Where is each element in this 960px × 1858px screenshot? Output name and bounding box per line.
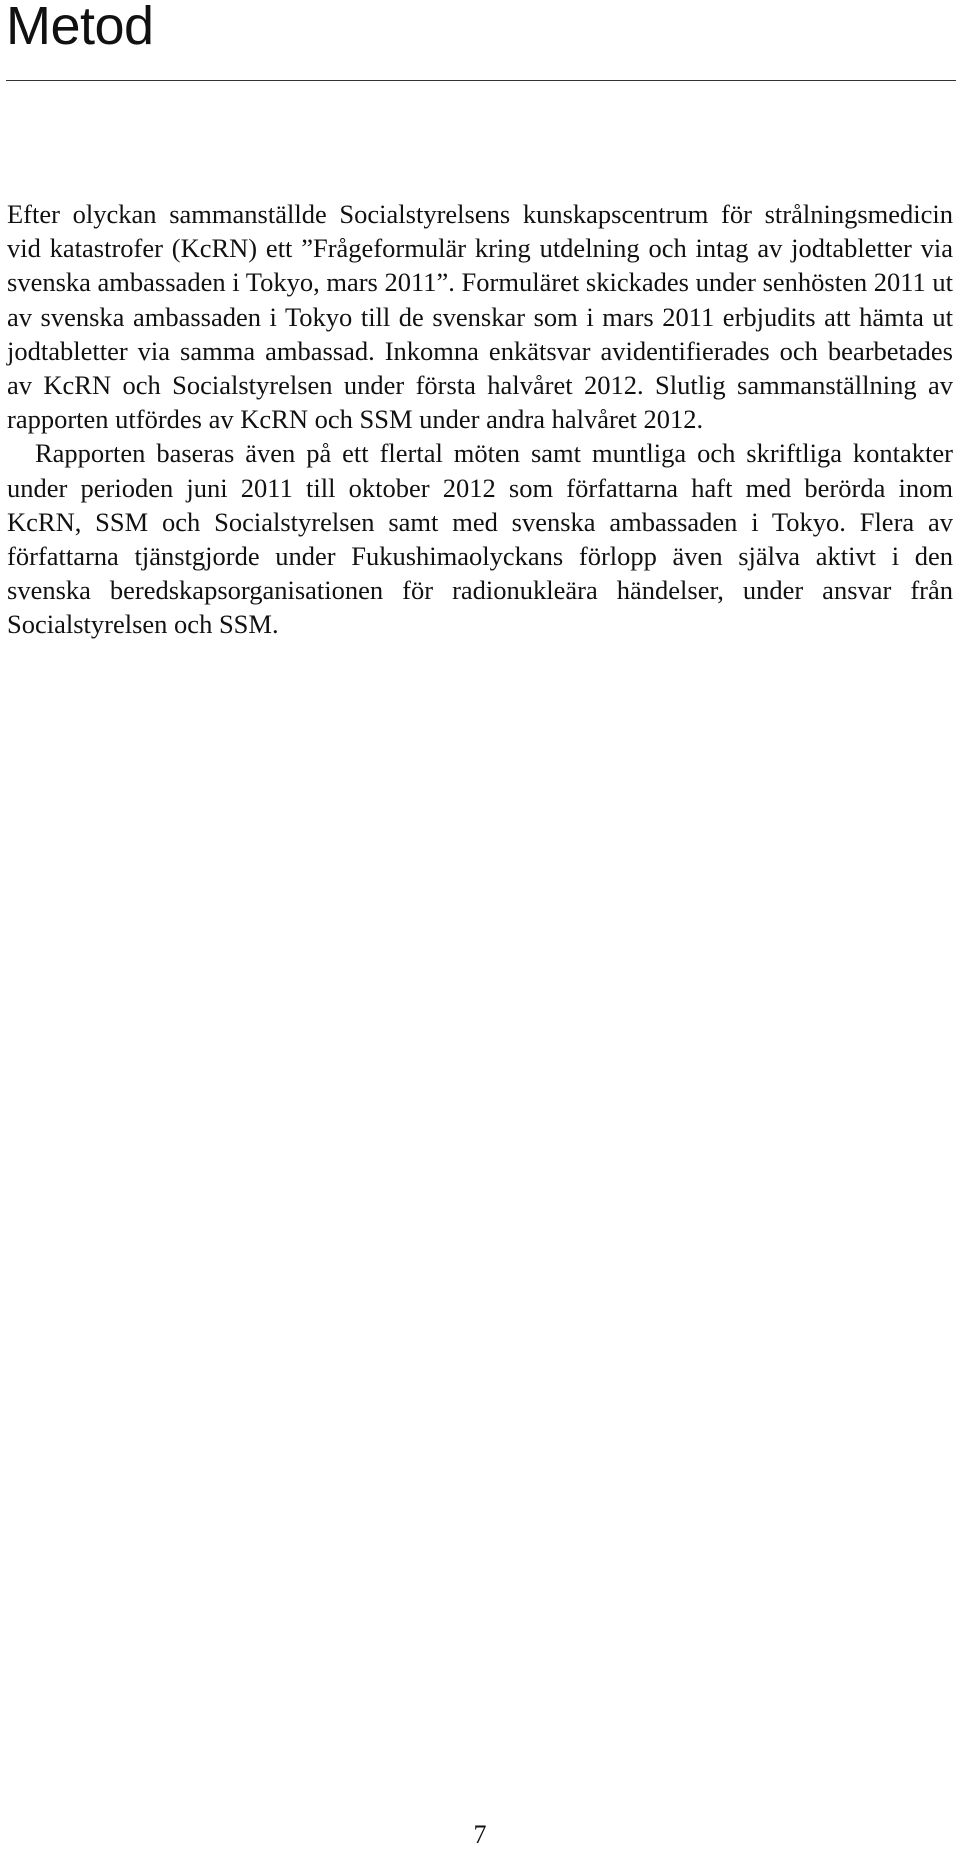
page-number: 7 — [473, 1820, 487, 1849]
body-text — [7, 197, 953, 642]
paragraph-2: Rapporten baseras även på ett flertal möten samt muntliga och skriftliga kontakter under perioden juni 2011 till oktober 2012 som författarna haft med berörda inom KcRN, SSM och Socialstyrelsen samt med svenska ambassaden i Tokyo. Flera av författarna tjänstgjorde under Fukushimaolyckans förlopp även själva aktivt i den svenska beredskapsorganisationen för radionukleära händelser, under ansvar från Socialstyrelsen och SSM. — [7, 438, 953, 640]
paragraph-1: Efter olyckan sammanställde Socialstyrelsens kunskapscentrum för strålningsmedicin vid katastrofer (KcRN) ett ”Frågeformulär kring utdelning och intag av jodtabletter via svenska ambassaden i Tokyo, mars 2011”. Formuläret skickades under senhösten 2011 ut av svenska ambassaden i Tokyo till de svenskar som i mars 2011 erbjudits att hämta ut jodtabletter via samma ambassad. Inkomna enkätsvar avidentifierades och bearbetades av KcRN och Socialstyrelsen under första halvåret 2012. Slutlig sammanställning av rapporten utfördes av KcRN och SSM under andra halvåret 2012. — [7, 199, 953, 435]
heading-divider — [6, 80, 956, 81]
page-title: Metod — [6, 0, 154, 56]
